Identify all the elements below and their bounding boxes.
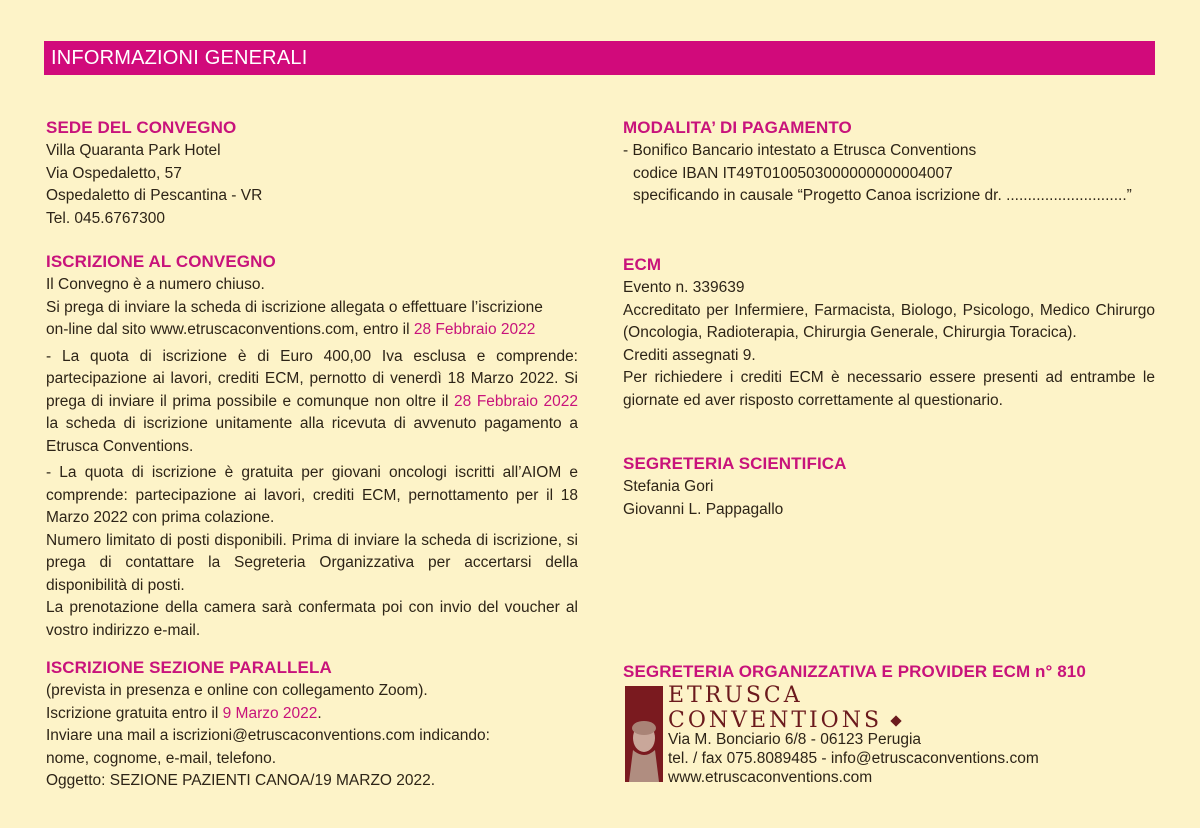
sede-line: Via Ospedaletto, 57 [46, 164, 182, 182]
quota-paragraph [46, 346, 578, 459]
parallela-text: Iscrizione gratuita entro il [46, 704, 223, 722]
ecm-line: Evento n. 339639 [623, 279, 745, 296]
company-address [668, 730, 1039, 787]
sede-line: Tel. 045.6767300 [46, 209, 165, 227]
iscrizione-title: ISCRIZIONE AL CONVEGNO [46, 252, 276, 271]
left-column [46, 116, 578, 806]
ecm-line: Crediti assegnati 9. [623, 346, 756, 364]
pagamento-title: MODALITA’ DI PAGAMENTO [623, 118, 852, 137]
causale-line: specificando in causale “Progetto Canoa iscrizione dr. ............................” [633, 187, 1132, 204]
parallela-line: nome, cognome, e-mail, telefono. [46, 749, 277, 767]
iscrizione-line [46, 319, 578, 342]
parallela-line: (prevista in presenza e online con collegamento Zoom). [46, 682, 428, 699]
quota-gratuita-paragraph: - La quota di iscrizione è gratuita per giovani oncologi iscritti all’AIOM e comprende: partecipazione ai lavori, crediti ECM, pernottamento per il 18 Marzo 2022 con prima colazione. [46, 464, 578, 526]
scientifica-title: SEGRETERIA SCIENTIFICA [623, 454, 847, 473]
deadline-date: 28 Febbraio 2022 [413, 321, 536, 338]
parallela-date: 9 Marzo 2022 [222, 704, 318, 722]
address-line: Via M. Bonciario 6/8 - 06123 Perugia [668, 731, 922, 748]
iscrizione-text: on-line dal sito www.etruscaconventions.com, entro il [46, 321, 414, 338]
scientifica-section [623, 452, 1155, 521]
ecm-title: ECM [623, 255, 662, 274]
parallela-line [46, 703, 578, 726]
pagamento-line: - Bonifico Bancario intestato a Etrusca Conventions [623, 142, 977, 159]
etrusca-logo [623, 683, 1143, 786]
sede-line: Villa Quaranta Park Hotel [46, 142, 221, 159]
sede-title: SEDE DEL CONVEGNO [46, 118, 237, 137]
parallela-section [46, 656, 578, 793]
iscrizione-line: Il Convegno è a numero chiuso. [46, 276, 265, 293]
camera-paragraph: La prenotazione della camera sarà confermata poi con invio del voucher al vostro indirizzo e-mail. [46, 599, 578, 639]
parallela-title: ISCRIZIONE SEZIONE PARALLELA [46, 658, 332, 677]
logo-line-2-text: CONVENTIONS [668, 708, 883, 733]
logo-line-1: ETRUSCA [668, 683, 803, 708]
diamond-icon [890, 715, 901, 726]
organizzativa-section [623, 660, 1155, 786]
statue-icon [625, 686, 663, 782]
iban-line: codice IBAN IT49T0100503000000000004007 [633, 164, 953, 182]
organizzativa-title: SEGRETERIA ORGANIZZATIVA E PROVIDER ECM n° 810 [623, 662, 1086, 681]
ecm-paragraph: Per richiedere i crediti ECM è necessario essere presenti ad entrambe le giornate ed aver risposto correttamente al questionario. [623, 369, 1155, 409]
quota-text: la scheda di iscrizione unitamente alla ricevuta di avvenuto pagamento a Etrusca Conventions. [46, 415, 578, 455]
website-line: www.etruscaconventions.com [668, 769, 873, 786]
right-column [623, 116, 1155, 806]
iscrizione-line: Si prega di inviare la scheda di iscrizione allegata o effettuare l’iscrizione [46, 298, 543, 316]
sede-section [46, 116, 578, 230]
parallela-text: . [317, 704, 322, 722]
ecm-paragraph: Accreditato per Infermiere, Farmacista, Biologo, Psicologo, Medico Chirurgo (Oncologia, Radioterapia, Chirurgia Generale, Chirurgia Toracica). [623, 301, 1155, 341]
ecm-section [623, 253, 1155, 412]
quota-text: - La quota di iscrizione è di Euro 400,00 Iva esclusa e comprende: partecipazione ai lavori, crediti ECM, pernotto di venerdì 18 Marzo 2022. Si prega di inviare il prima possibile e comunque non oltre il [46, 347, 578, 410]
deadline-date: 28 Febbraio 2022 [454, 392, 578, 410]
parallela-line: Inviare una mail a iscrizioni@etruscaconventions.com indicando: [46, 727, 490, 744]
section-header: INFORMAZIONI GENERALI [44, 41, 1155, 75]
sede-line: Ospedaletto di Pescantina - VR [46, 187, 263, 204]
posti-paragraph: Numero limitato di posti disponibili. Prima di inviare la scheda di iscrizione, si prega di contattare la Segreteria Organizzativa per accertarsi della disponibilità di posti. [46, 531, 578, 594]
iscrizione-section [46, 250, 578, 642]
parallela-line: Oggetto: SEZIONE PAZIENTI CANOA/19 MARZO 2022. [46, 772, 436, 789]
statue-image [625, 686, 663, 782]
scientifica-name: Stefania Gori [623, 478, 714, 495]
contacts-line: tel. / fax 075.8089485 - info@etruscaconventions.com [668, 750, 1039, 767]
scientifica-name: Giovanni L. Pappagallo [623, 500, 784, 518]
pagamento-section [623, 116, 1155, 208]
logo-wordmark [668, 683, 900, 733]
